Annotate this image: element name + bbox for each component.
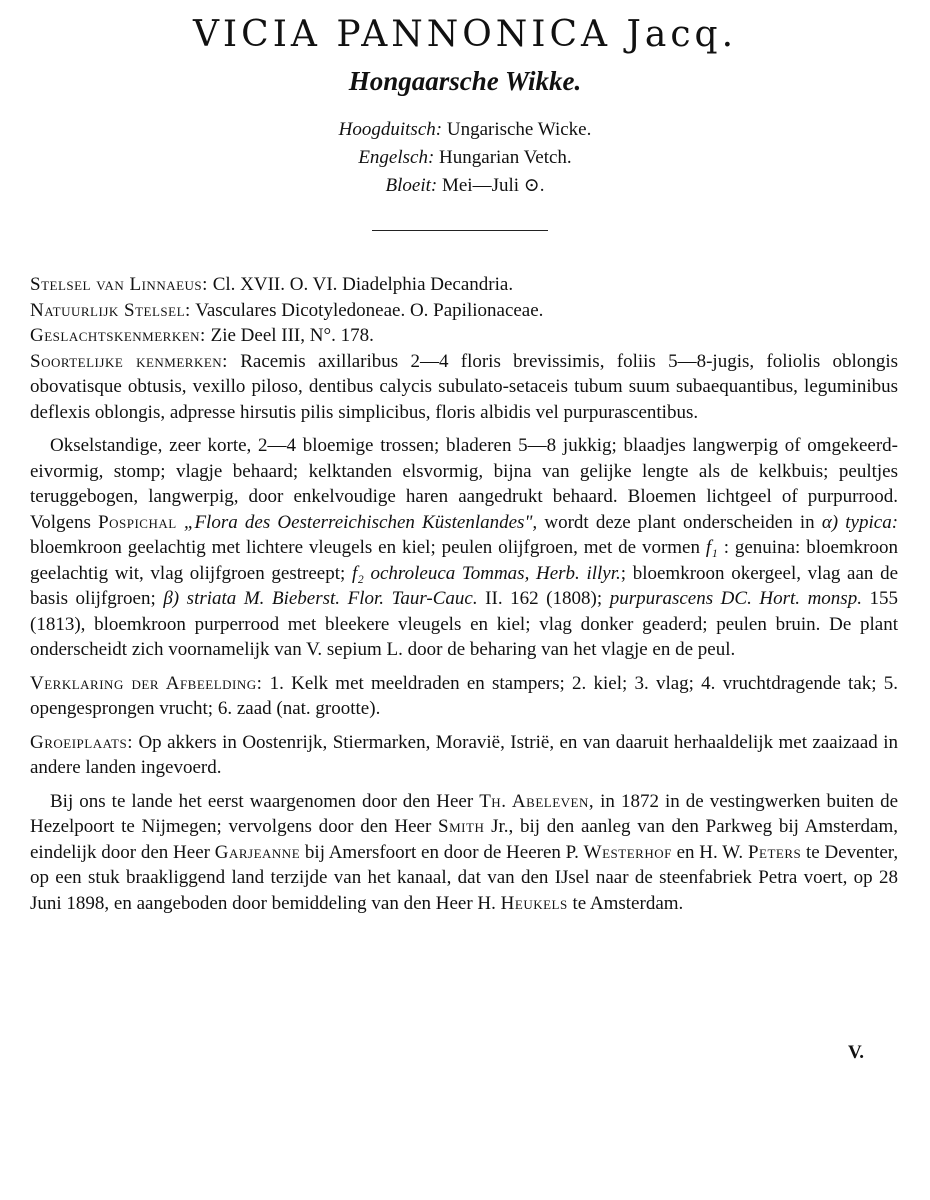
section-text: 1. Kelk met meeldraden en stampers; 2. kiel; 3. vlag; 4. vruchtdragende tak; 5. opengesprongen vrucht; 6. zaad (nat. grootte). bbox=[30, 672, 898, 719]
text-run: Jr., bij den aanleg van den Parkweg bij Amsterdam, eindelijk door den Heer bbox=[30, 816, 899, 863]
text-run: Okselstandige, zeer korte, 2—4 bloemige trossen; bladeren 5—8 jukkig; blaadjes langwerpig of omgekeerd-eivormig, stomp; vlagje behaard; kelktanden elsvormig, bijna van gelijke lengte als de kelkbuis; peultjes teruggebogen, langwerpig, door enkelvoudige haren aangedrukt behaard. Bloemen lichtgeel of purpurrood. Volgens bbox=[30, 435, 898, 533]
section-label: Geslachtskenmerken: bbox=[30, 325, 206, 346]
name-row-english bbox=[0, 144, 930, 172]
form-label: f₂ ochroleuca Tommas, Herb. illyr. bbox=[351, 562, 621, 584]
signature: V. bbox=[848, 1042, 865, 1063]
text-run: : genuina: bloemkroon geelachtig wit, vlag olijfgroen gestreept; bbox=[30, 537, 899, 584]
section-label: Groeiplaats: bbox=[30, 731, 134, 753]
section-text: Cl. XVII. O. VI. Diadelphia Decandria. bbox=[212, 274, 514, 295]
section-text: Racemis axillaribus 2—4 floris brevissimis, foliis 5—8-jugis, foliolis oblongis obovatisque obtusis, vexillo piloso, dentibus calycis subulato-setaceis tubum suum subaequantibus, leguminibus deflexis oblongis, adpresse hirsutis pilis simplicibus, floris albidis vel purpurascentibus. bbox=[30, 350, 898, 423]
text-run: wordt deze plant onderscheiden in bbox=[544, 511, 815, 533]
section-text: Zie Deel III, N°. 178. bbox=[210, 325, 374, 346]
section-label: Stelsel van Linnaeus: bbox=[30, 274, 208, 295]
text-run: 155 (1813), bloemkroon purperrood met bleekere vleugels en kiel; vlag donker geaderd; peulen bruin. De plant onderscheidt zich voornamelijk van V. sepium L. door de beharing van het vlagje en de peul. bbox=[30, 588, 899, 660]
genus-paragraph bbox=[30, 323, 898, 349]
text-run: en H. W. bbox=[676, 841, 744, 863]
name-row-bloom bbox=[0, 172, 930, 200]
section-text: Vasculares Dicotyledoneae. O. Papilionaceae. bbox=[195, 299, 544, 321]
dutch-name: Hongaarsche Wikke. bbox=[348, 66, 582, 96]
habitat-paragraph bbox=[30, 730, 898, 781]
person-name: Westerhof bbox=[583, 841, 672, 863]
text-run: Bij ons te lande het eerst waargenomen door den Heer bbox=[50, 790, 474, 812]
form-label: f₁ bbox=[705, 537, 718, 558]
natural-system-paragraph bbox=[30, 298, 898, 324]
name-label: Engelsch: bbox=[358, 147, 435, 168]
person-name: Smith bbox=[438, 816, 485, 837]
name-row-german bbox=[0, 116, 930, 144]
author-name: Pospichal bbox=[98, 511, 177, 533]
text-run: II. 162 (1808); bbox=[485, 588, 603, 609]
section-text: Op akkers in Oostenrijk, Stiermarken, Moravië, Istrië, en van daaruit herhaaldelijk met zaaizaad in andere landen ingevoerd. bbox=[30, 731, 898, 778]
name-label: Hoogduitsch: bbox=[338, 119, 443, 140]
name-value: Ungarische Wicke. bbox=[446, 119, 592, 140]
person-name: Heukels bbox=[500, 892, 568, 914]
variety-label: α) typica: bbox=[821, 511, 899, 533]
work-title: „Flora des Oesterreichischen Küstenlandes", bbox=[183, 511, 538, 533]
text-run: bloemkroon geelachtig met lichtere vleugels en kiel; peulen olijfgroen, met de vormen bbox=[30, 537, 700, 558]
person-name: Garjeanne bbox=[214, 841, 301, 863]
person-name: Th. Abeleven, bbox=[479, 790, 595, 812]
name-value: Hungarian Vetch. bbox=[439, 147, 572, 168]
text-run: te Amsterdam. bbox=[572, 892, 684, 914]
description-paragraph bbox=[30, 433, 898, 663]
variety-label: β) striata M. Bieberst. Flor. Taur-Cauc. bbox=[163, 588, 478, 609]
body-text bbox=[30, 272, 898, 916]
section-label: Soortelijke kenmerken: bbox=[30, 350, 228, 372]
name-label: Bloeit: bbox=[385, 175, 438, 196]
divider-rule bbox=[372, 230, 548, 231]
name-value: Mei—Juli ⊙. bbox=[441, 175, 545, 196]
figure-paragraph bbox=[30, 671, 898, 722]
section-label: Verklaring der Afbeelding: bbox=[30, 672, 263, 694]
linnaeus-paragraph bbox=[30, 272, 898, 298]
text-run: ; bloemkroon okergeel, vlag aan de basis olijfgroen; bbox=[30, 562, 899, 609]
variety-label: purpurascens DC. Hort. monsp. bbox=[609, 588, 862, 609]
history-paragraph bbox=[30, 789, 898, 917]
common-names bbox=[0, 116, 930, 200]
person-name: Peters bbox=[747, 841, 802, 863]
text-run: bij Amersfoort en door de Heeren P. bbox=[304, 841, 579, 863]
page-title: VICIA PANNONICA Jacq. bbox=[192, 14, 738, 55]
text-run: te Deventer, op een stuk braakliggend land terzijde van het kanaal, dat van den IJsel naar de steenfabriek Petra voert, op 28 Juni 1898, en aangeboden door bemiddeling van den Heer H. bbox=[30, 841, 899, 914]
species-paragraph bbox=[30, 349, 898, 426]
section-label: Natuurlijk Stelsel: bbox=[30, 299, 191, 321]
text-run: in 1872 in de vestingwerken buiten de Hezelpoort te Nijmegen; vervolgens door den Heer bbox=[30, 790, 899, 837]
